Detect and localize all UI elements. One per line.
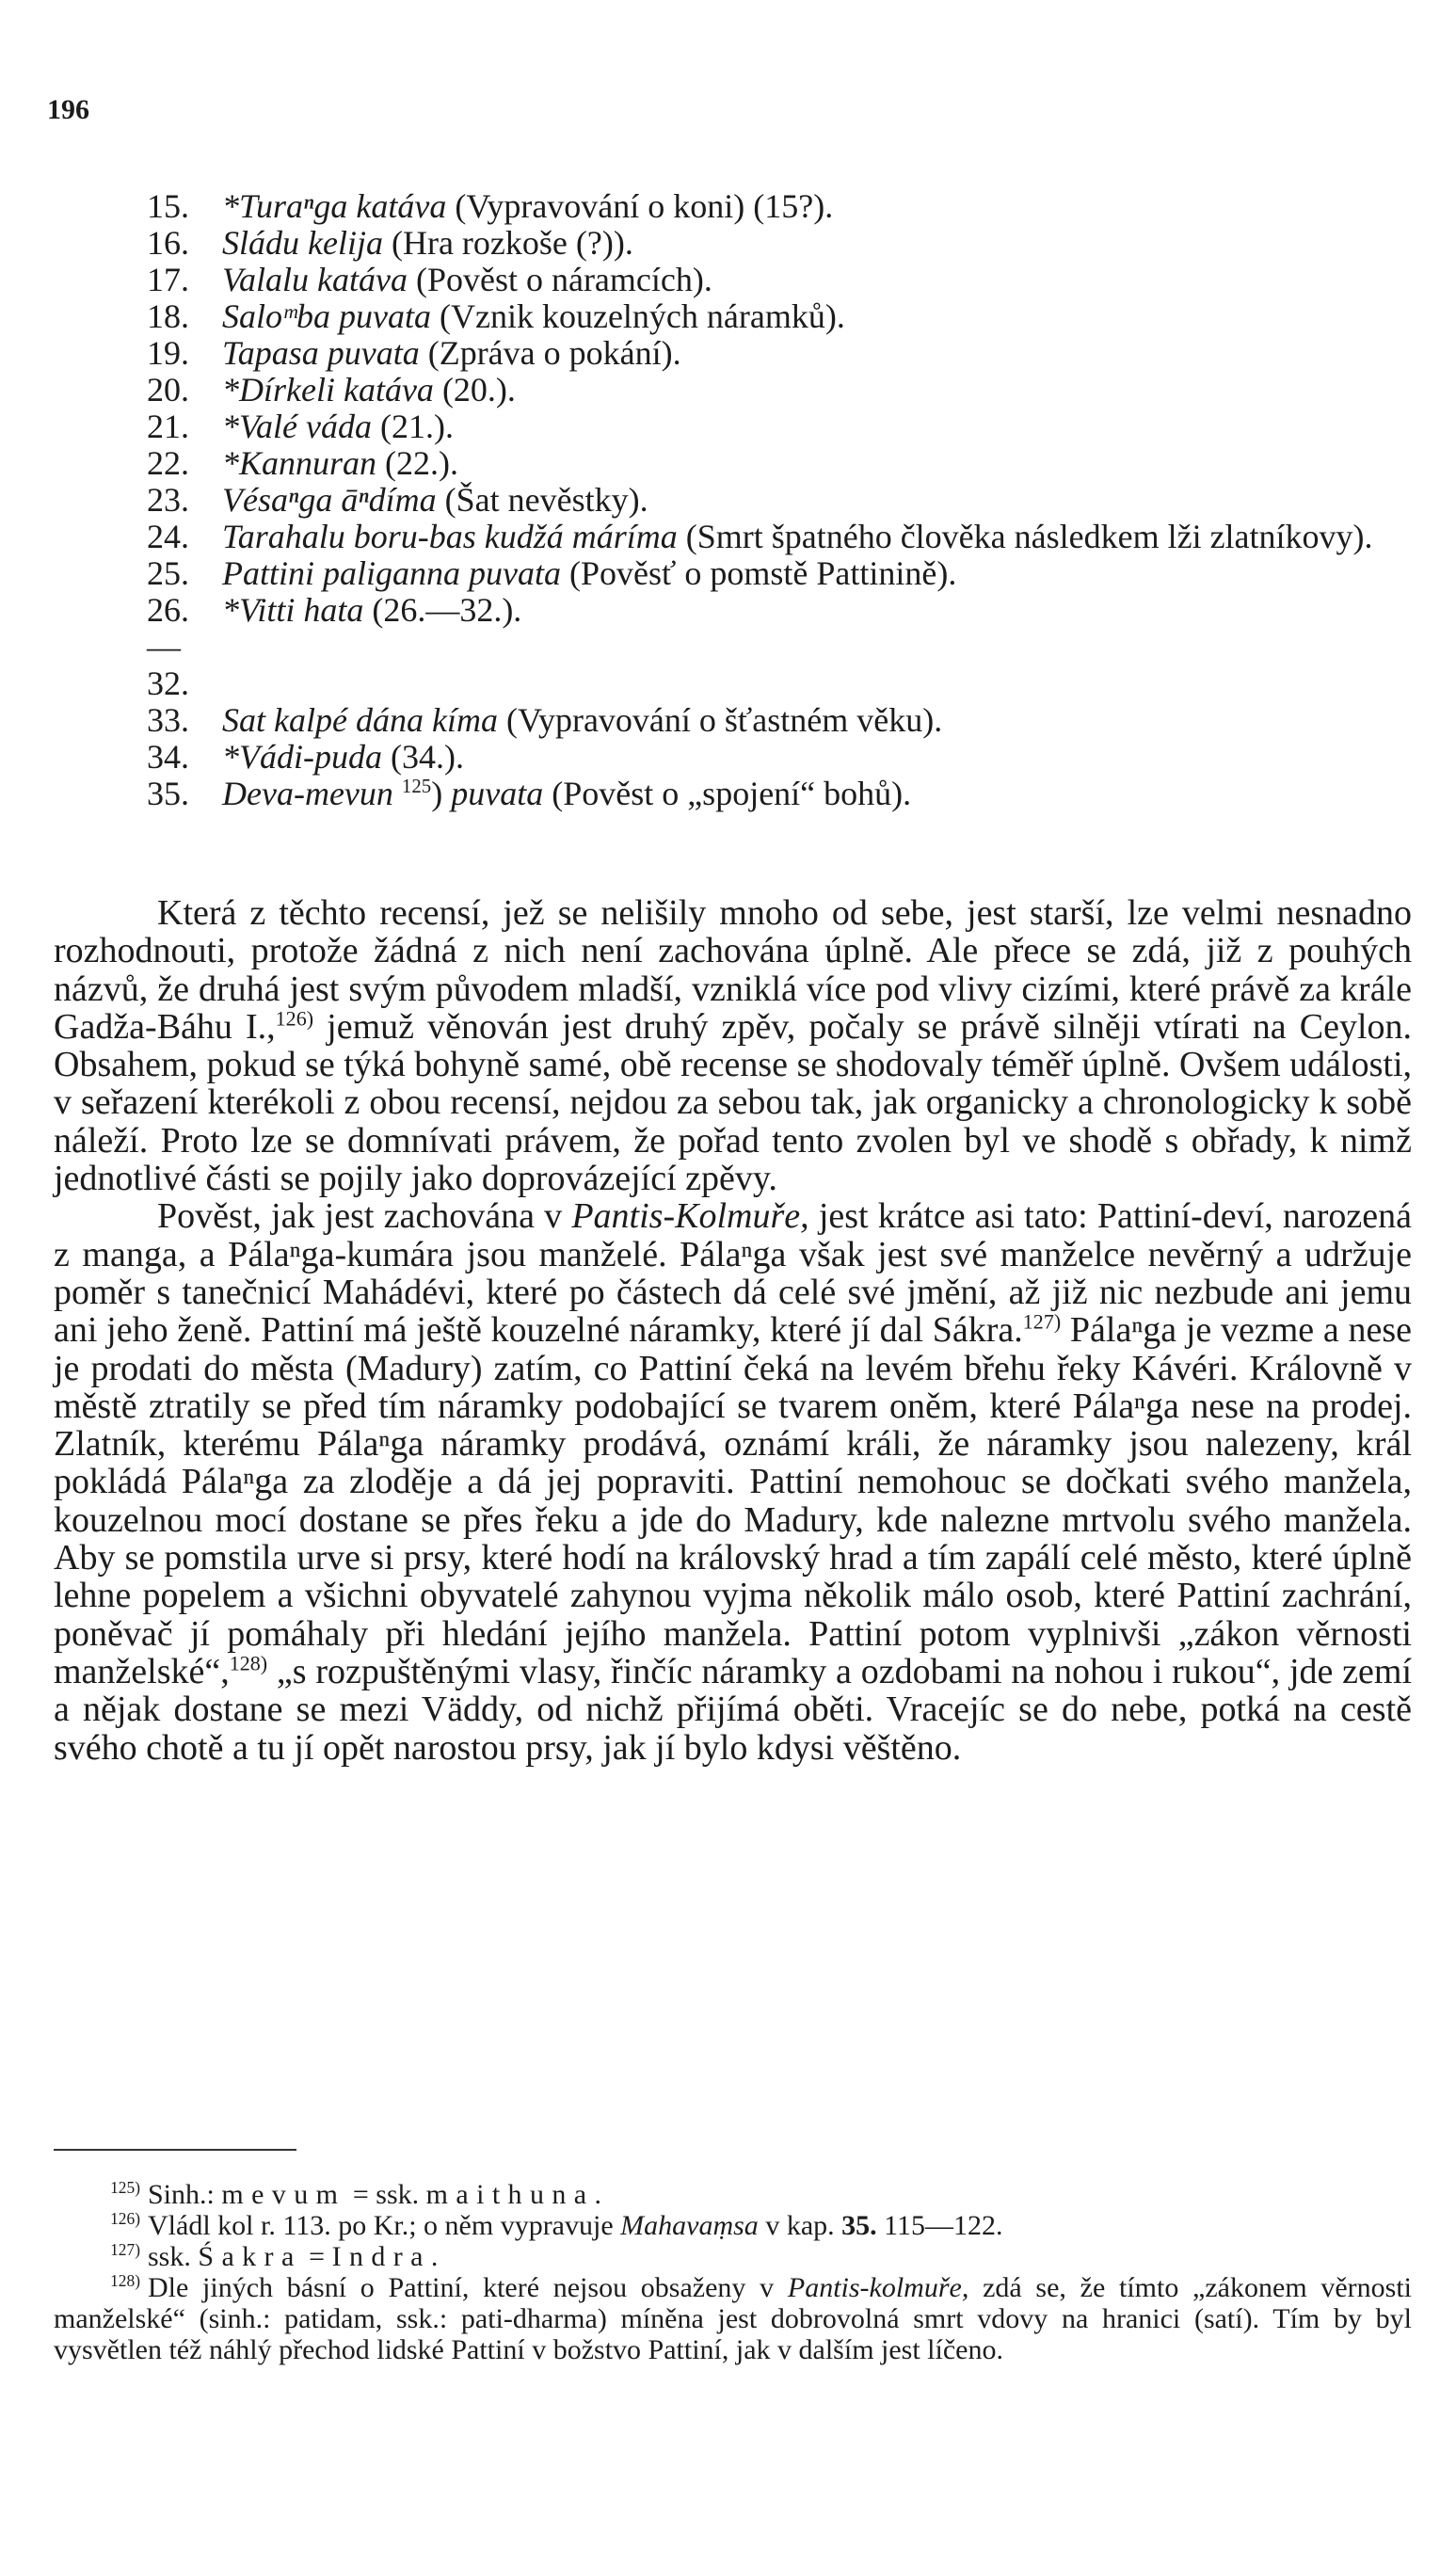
list-item bbox=[147, 262, 1427, 298]
item-title: *Vitti hata bbox=[222, 591, 364, 629]
footnote-mark: 126) bbox=[110, 2209, 140, 2228]
footnote-text: = bbox=[309, 2241, 326, 2272]
item-desc: (Vypravování o šťastném věku). bbox=[505, 701, 943, 739]
item-title: Tapasa puvata bbox=[222, 334, 420, 372]
paragraph-1-text-a: Která z těchto recensí, jež se nelišily mnoho od sebe, jest starší, lze velmi nesnadno rozhodnouti, protože žádná z nich není zachována úplně. Ale přece se zdá, již z pouhých názvů, že druhá jest svým původem mladší, vzniklá více pod vlivy cizími, které právě za krále Gadža-Báhu I., bbox=[54, 893, 1412, 1047]
item-title: *Vádi-puda bbox=[222, 738, 382, 776]
footnote-text: Dle jiných básní o Pattiní, které nejsou obsaženy v bbox=[148, 2272, 775, 2303]
work-title: Pantis-Kolmuře, bbox=[571, 1196, 809, 1237]
item-title: Deva-mevun bbox=[222, 775, 393, 812]
paragraph-2 bbox=[54, 1197, 1412, 1766]
list-item bbox=[147, 372, 1427, 408]
paragraph-1-text-b: jemuž věnován jest druhý zpěv, počaly se právě silněji vtírati na Ceylon. Obsahem, pokud se týká bohyně samé, obě recense se shodovaly téměř úplně. Ovšem události, v seřazení kterékoli z obou recensí, nejdou za sebou tak, jak organicky a chronologicky k sobě náleží. Proto lze se domnívati právem, že pořad tento zvolen byl ve shodě s obřady, k nimž jednotlivé části se pojily jako doprovázející zpěvy. bbox=[54, 1006, 1413, 1199]
list-item bbox=[147, 702, 1427, 739]
item-number: 18. bbox=[147, 297, 189, 335]
item-title: Valalu katáva bbox=[222, 261, 408, 298]
item-title: Tarahalu boru-bas kudžá máríma bbox=[222, 518, 678, 555]
item-desc: (Pověst o náramcích). bbox=[415, 261, 712, 298]
item-desc: (20.). bbox=[441, 371, 516, 408]
footnote-text: Sinh.: bbox=[148, 2179, 215, 2210]
footnote-text: = ssk. bbox=[352, 2179, 420, 2210]
footnote-126 bbox=[54, 2210, 1412, 2241]
item-number: 23. bbox=[147, 481, 189, 519]
body-text bbox=[54, 894, 1412, 1767]
item-number: 25. bbox=[147, 554, 189, 592]
item-number: 20. bbox=[147, 371, 189, 408]
item-desc: (Smrt špatného člověka následkem lži zlatníkovy). bbox=[685, 518, 1373, 555]
footnote-term: Śakra bbox=[198, 2241, 302, 2272]
item-number: 26.—32. bbox=[147, 591, 189, 702]
list-item bbox=[147, 519, 1427, 555]
list-item bbox=[147, 298, 1427, 335]
footnote-term: maithuna. bbox=[425, 2179, 610, 2210]
item-desc: (Pověst o „spojení“ bohů). bbox=[552, 775, 912, 812]
paragraph-2-text-d: „s rozpuštěnými vlasy, řinčíc náramky a ozdobami na nohou i rukou“, jde zemí a nějak dostane se mezi Väddy, od nichž přijímá oběti. Vracejíc se do nebe, potká na cestě svého chotě a tu jí opět narostou prsy, jak jí bylo kdysi věštěno. bbox=[54, 1651, 1413, 1768]
paragraph-2-text-a: Pověst, jak jest zachována v bbox=[157, 1196, 563, 1237]
list-item bbox=[147, 555, 1427, 592]
footnotes bbox=[54, 2179, 1412, 2365]
footnote-text: ssk. bbox=[148, 2241, 191, 2272]
song-list bbox=[147, 188, 1427, 812]
footnote-divider bbox=[54, 2149, 296, 2151]
page-number: 196 bbox=[47, 94, 89, 125]
item-title: Pattini paliganna puvata bbox=[222, 554, 561, 592]
footnote-text: Vládl kol r. 113. po Kr.; o něm vypravuje bbox=[148, 2210, 614, 2241]
list-item bbox=[147, 592, 1427, 702]
item-title: Vésaⁿga āⁿdíma bbox=[222, 481, 437, 519]
footnote-ref: 125 bbox=[401, 775, 432, 797]
item-desc: (21.). bbox=[379, 408, 454, 445]
item-number: 19. bbox=[147, 334, 189, 372]
item-desc: (Hra rozkoše (?)). bbox=[391, 224, 633, 262]
item-title: *Dírkeli katáva bbox=[222, 371, 434, 408]
list-item bbox=[147, 188, 1427, 225]
footnote-text: zdá se, že tímto „zákonem věrnosti manželské“ (sinh.: patidam, ssk.: pati-dharma) míněna jest dobrovolná smrt vdovy na hranici (satí). Tím by byl vysvětlen též náhlý přechod lidské Pattiní v božstvo Pattiní, jak v dalším jest líčeno. bbox=[54, 2272, 1413, 2365]
footnote-term: mevum bbox=[221, 2179, 346, 2210]
footnote-mark: 127) bbox=[110, 2240, 140, 2259]
list-item bbox=[147, 335, 1427, 372]
list-item bbox=[147, 482, 1427, 519]
item-number: 15. bbox=[147, 187, 189, 225]
footnote-125 bbox=[54, 2179, 1412, 2210]
item-desc: (34.). bbox=[390, 738, 464, 776]
item-desc: (26.—32.). bbox=[372, 591, 522, 629]
footnote-mark: 125) bbox=[110, 2178, 140, 2197]
footnote-term: Indra. bbox=[331, 2241, 446, 2272]
item-number: 17. bbox=[147, 261, 189, 298]
footnote-ref: 126) bbox=[275, 1006, 314, 1031]
item-number: 21. bbox=[147, 408, 189, 445]
item-title: Sládu kelija bbox=[222, 224, 383, 262]
list-item bbox=[147, 445, 1427, 482]
item-number: 22. bbox=[147, 444, 189, 482]
item-number: 16. bbox=[147, 224, 189, 262]
item-number: 35. bbox=[147, 775, 189, 812]
work-title: Mahavaṃsa bbox=[620, 2210, 759, 2241]
item-title: *Kannuran bbox=[222, 444, 377, 482]
paragraph-2-text-c: Pálaⁿga je vezme a nese je prodati do města (Madury) zatím, co Pattiní čeká na levém břehu řeky Kávéri. Královně v městě ztratily se před tím náramky podobající se tvarem oněm, které Pálaⁿga nese na prodej. Zlatník, kterému Pálaⁿga náramky prodává, oznámí králi, že náramky jsou nalezeny, král pokládá Pálaⁿga za zloděje a dá jej popraviti. Pattiní nemohouc se dočkati svého manžela, kouzelnou mocí dostane se přes řeku a jde do Madury, kde nalezne mrtvolu svého manžela. Aby se pomstila urve si prsy, které hodí na královský hrad a tím zapálí celé město, které úplně lehne popelem a všichni obyvatelé zahynou vyjma několik málo osob, které Pattiní zachrání, poněvač jí pomáhaly při hledání jejího manžela. Pattiní potom vyplnivši „zákon věrnosti manželské“, bbox=[54, 1310, 1412, 1691]
item-title: *Turaⁿga katáva bbox=[222, 187, 447, 225]
item-title: Saloᵐba puvata bbox=[222, 297, 431, 335]
footnote-ref: 127) bbox=[1022, 1309, 1062, 1334]
chapter-number: 35. bbox=[841, 2210, 877, 2241]
item-number: 33. bbox=[147, 701, 189, 739]
footnote-127 bbox=[54, 2241, 1412, 2272]
list-item bbox=[147, 225, 1427, 262]
paragraph-2-text-b: jest krátce asi tato: Pattiní-deví, narozená z manga, a Pálaⁿga-kumára jsou manželé. Pálaⁿga však jest své manželce nevěrný a udržuje poměr s tanečnicí Mahádévi, které po částech dá celé své jmění, až již nic nezbude ani jemu ani jeho ženě. Pattiní má ještě kouzelné náramky, které jí dal Sákra. bbox=[54, 1196, 1413, 1351]
paragraph-1 bbox=[54, 894, 1412, 1197]
work-title: Pantis-kolmuře, bbox=[787, 2272, 969, 2303]
item-number: 34. bbox=[147, 738, 189, 776]
list-item: 35. Deva-mevun $^{125}$) puvata (Pověst o „spojení“ bohů). bbox=[147, 775, 912, 812]
item-desc: (Zpráva o pokání). bbox=[427, 334, 681, 372]
list-item bbox=[147, 408, 1427, 445]
footnote-text: 115—122. bbox=[884, 2210, 1003, 2241]
item-desc: (22.). bbox=[385, 444, 459, 482]
footnote-ref: 128) bbox=[229, 1651, 268, 1675]
item-desc: (Vypravování o koni) (15?). bbox=[455, 187, 834, 225]
list-item bbox=[147, 739, 1427, 776]
footnote-mark: 128) bbox=[110, 2271, 140, 2290]
item-title: Sat kalpé dána kíma bbox=[222, 701, 498, 739]
item-number: 24. bbox=[147, 518, 189, 555]
footnote-128 bbox=[54, 2272, 1412, 2365]
item-title-cont: puvata bbox=[451, 775, 544, 812]
item-desc: (Pověsť o pomstě Pattinině). bbox=[568, 554, 957, 592]
item-title: *Valé váda bbox=[222, 408, 372, 445]
item-desc: (Vznik kouzelných náramků). bbox=[440, 297, 845, 335]
item-desc: (Šat nevěstky). bbox=[444, 481, 648, 519]
footnote-text: v kap. bbox=[765, 2210, 835, 2241]
